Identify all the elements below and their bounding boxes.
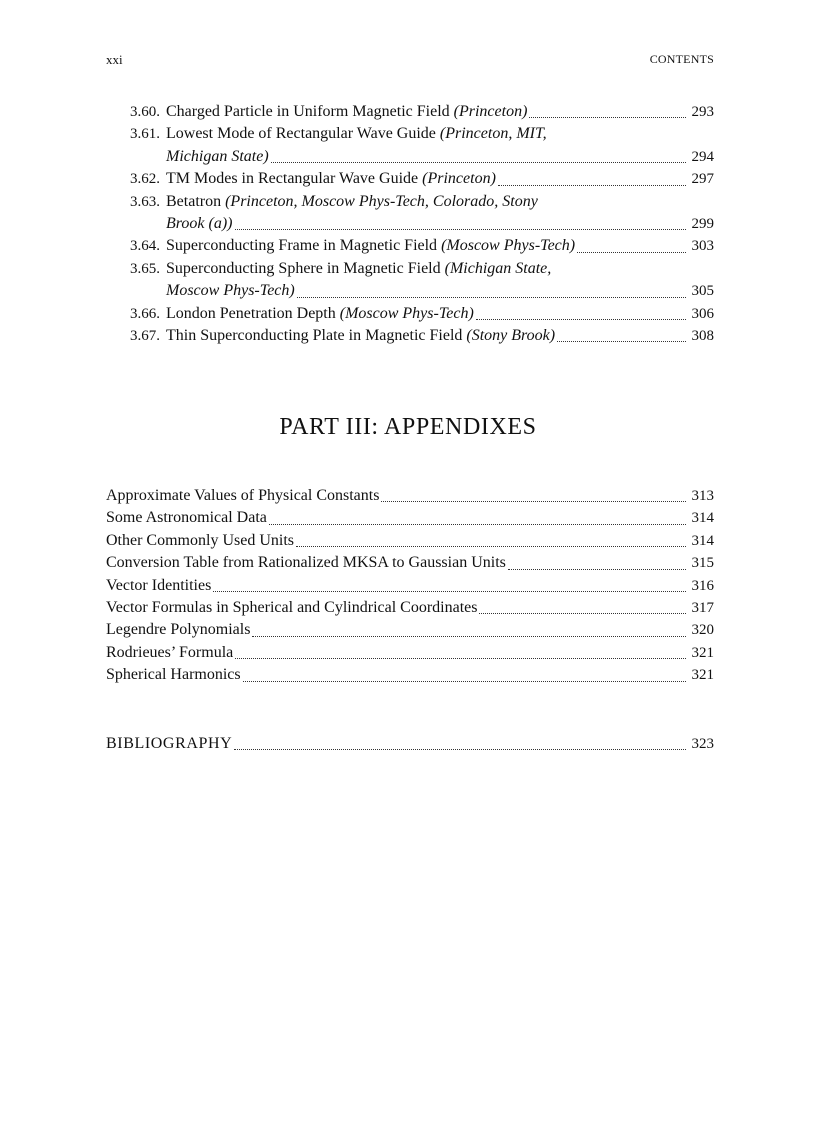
- leader-dots: [529, 115, 685, 118]
- running-head: CONTENTS: [649, 52, 714, 66]
- entry-title: [166, 280, 295, 302]
- entry-page: 299: [691, 215, 714, 232]
- appendix-page: 316: [691, 577, 714, 594]
- appendix-page: 317: [691, 599, 714, 616]
- bibliography-toc: [106, 733, 714, 755]
- appendix-title: Other Commonly Used Units: [106, 531, 294, 549]
- leader-dots: [508, 567, 686, 570]
- entry-page: 305: [691, 283, 714, 300]
- bibliography-page: 323: [691, 735, 714, 752]
- entry-title: [166, 325, 555, 347]
- toc-entry[interactable]: [106, 303, 714, 325]
- entry-source: Moscow Phys-Tech): [166, 282, 295, 300]
- toc-entry[interactable]: [106, 168, 714, 190]
- entry-number: 3.62.: [130, 171, 160, 188]
- leader-dots: [235, 656, 685, 659]
- appendix-entry[interactable]: [106, 530, 714, 552]
- chapter3-toc-list: [106, 101, 714, 347]
- entry-source: (Princeton, Moscow Phys-Tech, Colorado, Stony: [225, 192, 538, 210]
- appendix-entry[interactable]: [106, 507, 714, 529]
- entry-number: 3.66.: [130, 305, 160, 322]
- leader-dots: [498, 183, 686, 186]
- leader-dots: [269, 522, 686, 525]
- leader-dots: [381, 499, 685, 502]
- entry-title-text: Charged Particle in Uniform Magnetic Field: [166, 102, 454, 120]
- entry-page: 303: [691, 238, 714, 255]
- toc-entry[interactable]: [106, 191, 714, 213]
- entry-source: Brook (a)): [166, 214, 233, 232]
- toc-entry[interactable]: [106, 101, 714, 123]
- entry-title-text: Lowest Mode of Rectangular Wave Guide: [166, 125, 440, 143]
- appendix-entry[interactable]: [106, 575, 714, 597]
- leader-dots: [235, 227, 686, 230]
- leader-dots: [271, 160, 686, 163]
- entry-number: 3.65.: [130, 260, 160, 277]
- appendix-entry[interactable]: [106, 552, 714, 574]
- entry-number: 3.64.: [130, 238, 160, 255]
- page-number: xxi: [106, 52, 123, 67]
- entry-source: (Moscow Phys-Tech): [441, 237, 576, 255]
- entry-page: 306: [691, 305, 714, 322]
- appendix-page: 321: [691, 667, 714, 684]
- entry-number: 3.67.: [130, 327, 160, 344]
- appendix-entry[interactable]: [106, 642, 714, 664]
- leader-dots: [557, 339, 685, 342]
- appendix-entry[interactable]: [106, 664, 714, 686]
- page-header: [106, 52, 714, 72]
- leader-dots: [252, 634, 685, 637]
- part-title: PART III: APPENDIXES: [279, 414, 537, 440]
- toc-entry[interactable]: [106, 123, 714, 145]
- entry-title: [166, 168, 496, 190]
- toc-entry[interactable]: [106, 235, 714, 257]
- entry-title: [166, 235, 575, 257]
- entry-number: 3.61.: [130, 126, 160, 143]
- entry-title-text: Superconducting Sphere in Magnetic Field: [166, 259, 445, 277]
- entry-page: 308: [691, 327, 714, 344]
- appendix-page: 315: [691, 555, 714, 572]
- appendix-title: Rodrieues’ Formula: [106, 643, 234, 661]
- leader-dots: [296, 544, 686, 547]
- entry-number: 3.63.: [130, 193, 160, 210]
- entry-title: [166, 303, 474, 325]
- entry-title: [166, 213, 233, 235]
- entry-source: (Stony Brook): [466, 326, 556, 344]
- appendix-entry[interactable]: [106, 619, 714, 641]
- toc-entry[interactable]: [106, 325, 714, 347]
- leader-dots: [213, 589, 685, 592]
- toc-entry[interactable]: [106, 280, 714, 302]
- appendix-title: Vector Formulas in Spherical and Cylindrical Coordinates: [106, 598, 478, 616]
- entry-source: (Princeton, MIT,: [439, 125, 547, 143]
- entry-title-text: London Penetration Depth: [166, 304, 340, 322]
- entry-number: 3.60.: [130, 103, 160, 120]
- appendix-page: 313: [691, 487, 714, 504]
- appendix-toc-list: [106, 485, 714, 687]
- toc-entry[interactable]: [106, 213, 714, 235]
- leader-dots: [234, 747, 685, 750]
- appendix-title: Legendre Polynomials: [106, 621, 251, 639]
- entry-title: [166, 123, 547, 145]
- entry-page: 294: [691, 148, 714, 165]
- appendix-page: 314: [691, 532, 714, 549]
- entry-source: Michigan State): [166, 147, 269, 165]
- leader-dots: [243, 679, 686, 682]
- leader-dots: [476, 317, 686, 320]
- entry-title: [166, 101, 527, 123]
- bibliography-title: BIBLIOGRAPHY: [106, 734, 233, 752]
- appendix-title: Vector Identities: [106, 576, 212, 594]
- entry-source: (Princeton): [453, 102, 528, 120]
- appendix-title: Approximate Values of Physical Constants: [106, 486, 380, 504]
- appendix-title: Some Astronomical Data: [106, 509, 267, 527]
- entry-page: 297: [691, 171, 714, 188]
- appendix-entry[interactable]: [106, 597, 714, 619]
- appendix-page: 314: [691, 510, 714, 527]
- entry-title-text: Superconducting Frame in Magnetic Field: [166, 237, 442, 255]
- entry-source: (Moscow Phys-Tech): [339, 304, 474, 322]
- toc-entry[interactable]: [106, 146, 714, 168]
- appendix-entry[interactable]: [106, 485, 714, 507]
- entry-title: [166, 258, 551, 280]
- entry-source: (Princeton): [422, 170, 496, 188]
- leader-dots: [479, 611, 685, 614]
- entry-title-text: TM Modes in Rectangular Wave Guide: [166, 170, 423, 188]
- entry-title: [166, 146, 269, 168]
- appendix-title: Conversion Table from Rationalized MKSA to Gaussian Units: [106, 554, 506, 572]
- appendix-title: Spherical Harmonics: [106, 666, 241, 684]
- bibliography-entry[interactable]: [106, 733, 714, 755]
- entry-title: [166, 191, 538, 213]
- appendix-page: 321: [691, 644, 714, 661]
- appendix-page: 320: [691, 622, 714, 639]
- entry-source: (Michigan State,: [444, 259, 552, 277]
- entry-title-text: Thin Superconducting Plate in Magnetic Field: [166, 326, 467, 344]
- leader-dots: [297, 295, 686, 298]
- toc-entry[interactable]: [106, 258, 714, 280]
- leader-dots: [577, 250, 685, 253]
- entry-title-text: Betatron: [166, 192, 226, 210]
- entry-page: 293: [691, 103, 714, 120]
